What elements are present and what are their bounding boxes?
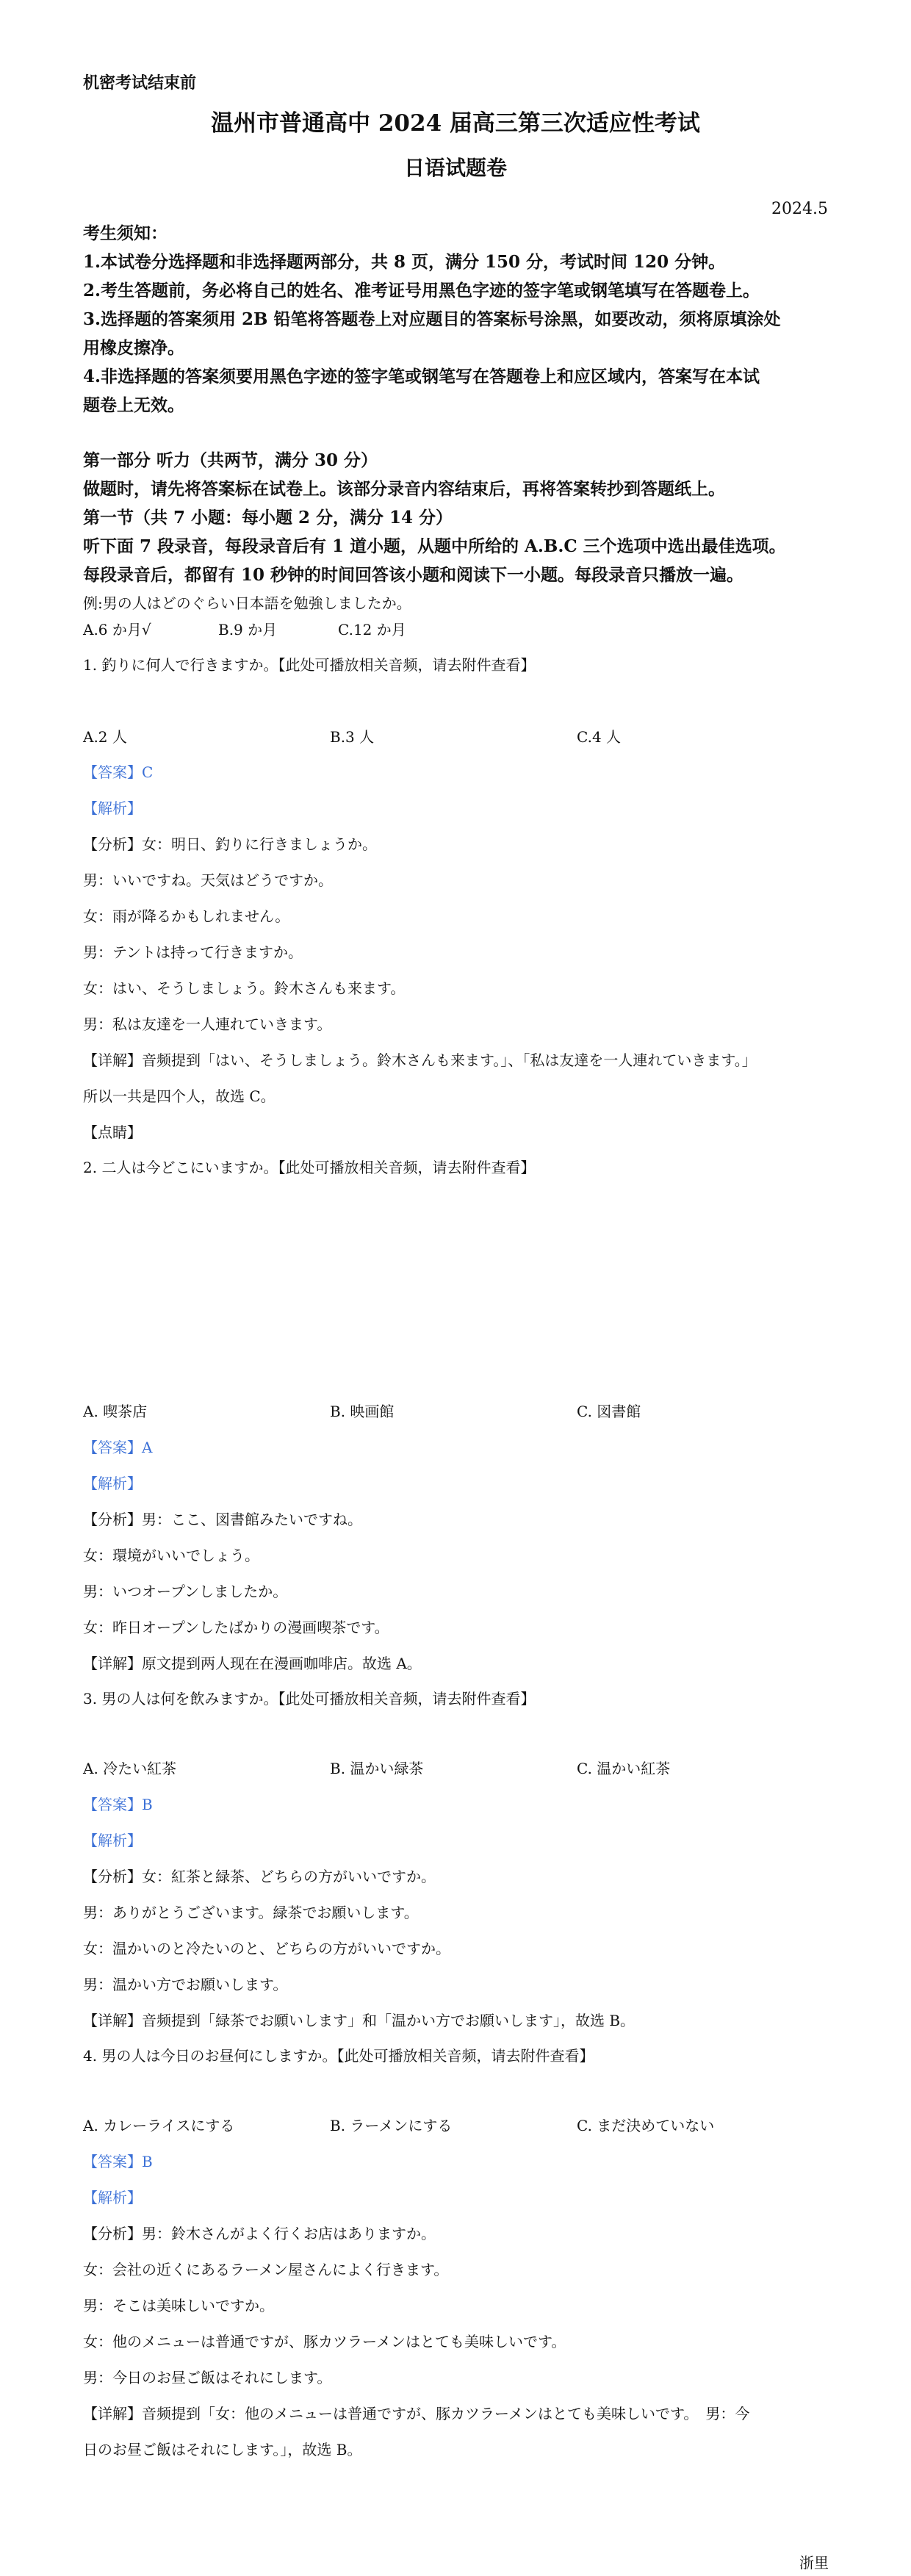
detail-line: 【详解】音频提到「女：他のメニューは普通ですが、豚カツラーメンはとても美味しいです。 男：今 (83, 2405, 750, 2422)
question-text: 4. 男の人は今日のお昼何にしますか。【此处可播放相关音频，请去附件查看】 (83, 2047, 594, 2065)
example-option-c: C.12 か月 (338, 621, 406, 638)
option-c: C.4 人 (577, 728, 622, 746)
example-option-a: A.6 か月√ (83, 621, 151, 638)
footer-text: 浙里 (799, 2554, 829, 2572)
part1-note: 做题时，请先将答案标在试卷上。该部分录音内容结束后，再将答案转抄到答题纸上。 (83, 479, 725, 499)
analysis-line: 男：いつオープンしましたか。 (83, 1583, 288, 1600)
detail-line: 日のお昼ご飯はそれにします。」，故选 B。 (83, 2441, 362, 2458)
analysis-line: 男：テントは持って行きますか。 (83, 943, 303, 961)
question-text: 2. 二人は今どこにいますか。【此处可播放相关音频，请去附件查看】 (83, 1159, 536, 1176)
detail-line: 【详解】原文提到两人现在在漫画咖啡店。故选 A。 (83, 1655, 422, 1672)
analysis-line: 女：昨日オープンしたばかりの漫画喫茶です。 (83, 1619, 389, 1636)
confidential-label: 机密考试结束前 (83, 73, 197, 93)
answer-label: 【答案】 (83, 1796, 142, 1813)
instruction-line: 3.选择题的答案须用 2B 铅笔将答题卷上对应题目的答案标号涂黑，如要改动，须将原填涂处 (83, 309, 781, 329)
instruction-line: 用橡皮擦净。 (83, 338, 184, 358)
answer-value: B (142, 1796, 153, 1813)
analysis-line: 【分析】男：ここ、図書館みたいですね。 (83, 1511, 362, 1528)
analysis-line: 女：環境がいいでしょう。 (83, 1547, 259, 1564)
part1-heading: 第一部分 听力（共两节，满分 30 分） (83, 450, 378, 470)
analysis-line: 男：私は友達を一人連れていきます。 (83, 1015, 332, 1033)
analysis-line: 【分析】男：鈴木さんがよく行くお店はありますか。 (83, 2225, 436, 2242)
instruction-line: 2.考生答题前，务必将自己的姓名、准考证号用黑色字迹的签字笔或钢笔填写在答题卷上。 (83, 281, 760, 301)
question-text: 3. 男の人は何を飲みますか。【此处可播放相关音频，请去附件查看】 (83, 1690, 536, 1708)
option-b: B. 映画館 (330, 1403, 395, 1420)
dianjing-label: 【点睛】 (83, 1123, 142, 1141)
analysis-line: 女：はい、そうしましょう。鈴木さんも来ます。 (83, 979, 406, 997)
section-heading: 第一节（共 7 小题：每小题 2 分，满分 14 分） (83, 508, 453, 528)
analysis-line: 男：そこは美味しいですか。 (83, 2297, 274, 2314)
detail-line: 【详解】音频提到「はい、そうしましょう。鈴木さんも来ます。」、「私は友達を一人連れていきます。」 (83, 1051, 757, 1069)
option-a: A. カレーライスにする (83, 2117, 235, 2134)
answer-label: 【答案】 (83, 763, 142, 781)
analysis-line: 女：他のメニューは普通ですが、豚カツラーメンはとても美味しいです。 (83, 2333, 566, 2350)
example-option-b: B.9 か月 (218, 621, 278, 638)
exam-date: 2024.5 (771, 200, 828, 218)
analysis-line: 【分析】女：明日、釣りに行きましょうか。 (83, 835, 377, 853)
analysis-label: 【解析】 (83, 2189, 142, 2206)
example-question: 例:男の人はどのぐらい日本語を勉強しましたか。 (83, 594, 411, 612)
analysis-label: 【解析】 (83, 1475, 142, 1492)
answer-value: A (142, 1439, 153, 1456)
analysis-label: 【解析】 (83, 799, 142, 817)
analysis-line: 女：温かいのと冷たいのと、どちらの方がいいですか。 (83, 1940, 450, 1957)
option-c: C. 図書館 (577, 1403, 641, 1420)
analysis-line: 男：今日のお昼ご飯はそれにします。 (83, 2369, 332, 2386)
answer-line (83, 1436, 152, 1458)
section-note: 每段录音后，都留有 10 秒钟的时间回答该小题和阅读下一小题。每段录音只播放一遍。 (83, 565, 744, 585)
answer-label: 【答案】 (83, 1439, 142, 1456)
option-b: B.3 人 (330, 728, 375, 746)
instruction-line: 4.非选择题的答案须要用黑色字迹的签字笔或钢笔写在答题卷上和应区域内，答案写在本试 (83, 367, 760, 386)
option-a: A.2 人 (83, 728, 127, 746)
exam-subtitle: 日语试题卷 (403, 156, 507, 180)
instructions-heading: 考生须知： (83, 223, 168, 243)
answer-line (83, 761, 153, 783)
answer-value: C (142, 763, 154, 781)
analysis-line: 女：雨が降るかもしれません。 (83, 907, 290, 925)
answer-line (83, 1794, 153, 1816)
answer-label: 【答案】 (83, 2153, 142, 2170)
instruction-line: 1.本试卷分选择题和非选择题两部分，共 8 页，满分 150 分，考试时间 120 分钟。 (83, 252, 726, 272)
section-note: 听下面 7 段录音，每段录音后有 1 道小题，从题中所给的 A.B.C 三个选项中选出最佳选项。 (83, 536, 786, 556)
analysis-line: 【分析】女：紅茶と緑茶、どちらの方がいいですか。 (83, 1868, 436, 1885)
option-b: B. ラーメンにする (330, 2117, 453, 2134)
option-c: C. 温かい紅茶 (577, 1760, 671, 1777)
detail-line: 【详解】音频提到「緑茶でお願いします」和「温かい方でお願いします」，故选 B。 (83, 2012, 635, 2029)
question-text: 1. 釣りに何人で行きますか。【此处可播放相关音频，请去附件查看】 (83, 656, 536, 674)
analysis-line: 男：ありがとうございます。緑茶でお願いします。 (83, 1904, 419, 1921)
option-a: A. 喫茶店 (83, 1403, 148, 1420)
option-a: A. 冷たい紅茶 (83, 1760, 177, 1777)
analysis-line: 女：会社の近くにあるラーメン屋さんによく行きます。 (83, 2261, 449, 2278)
option-c: C. まだ決めていない (577, 2117, 715, 2134)
detail-line: 所以一共是四个人，故选 C。 (83, 1087, 276, 1105)
instruction-line: 题卷上无效。 (83, 395, 184, 415)
answer-value: B (142, 2153, 153, 2170)
analysis-label: 【解析】 (83, 1832, 142, 1849)
analysis-line: 男：温かい方でお願いします。 (83, 1976, 288, 1993)
exam-title: 温州市普通高中 2024 届高三第三次适应性考试 (211, 110, 700, 137)
answer-line (83, 2151, 153, 2173)
analysis-line: 男：いいですね。天気はどうですか。 (83, 871, 333, 889)
option-b: B. 温かい緑茶 (330, 1760, 424, 1777)
